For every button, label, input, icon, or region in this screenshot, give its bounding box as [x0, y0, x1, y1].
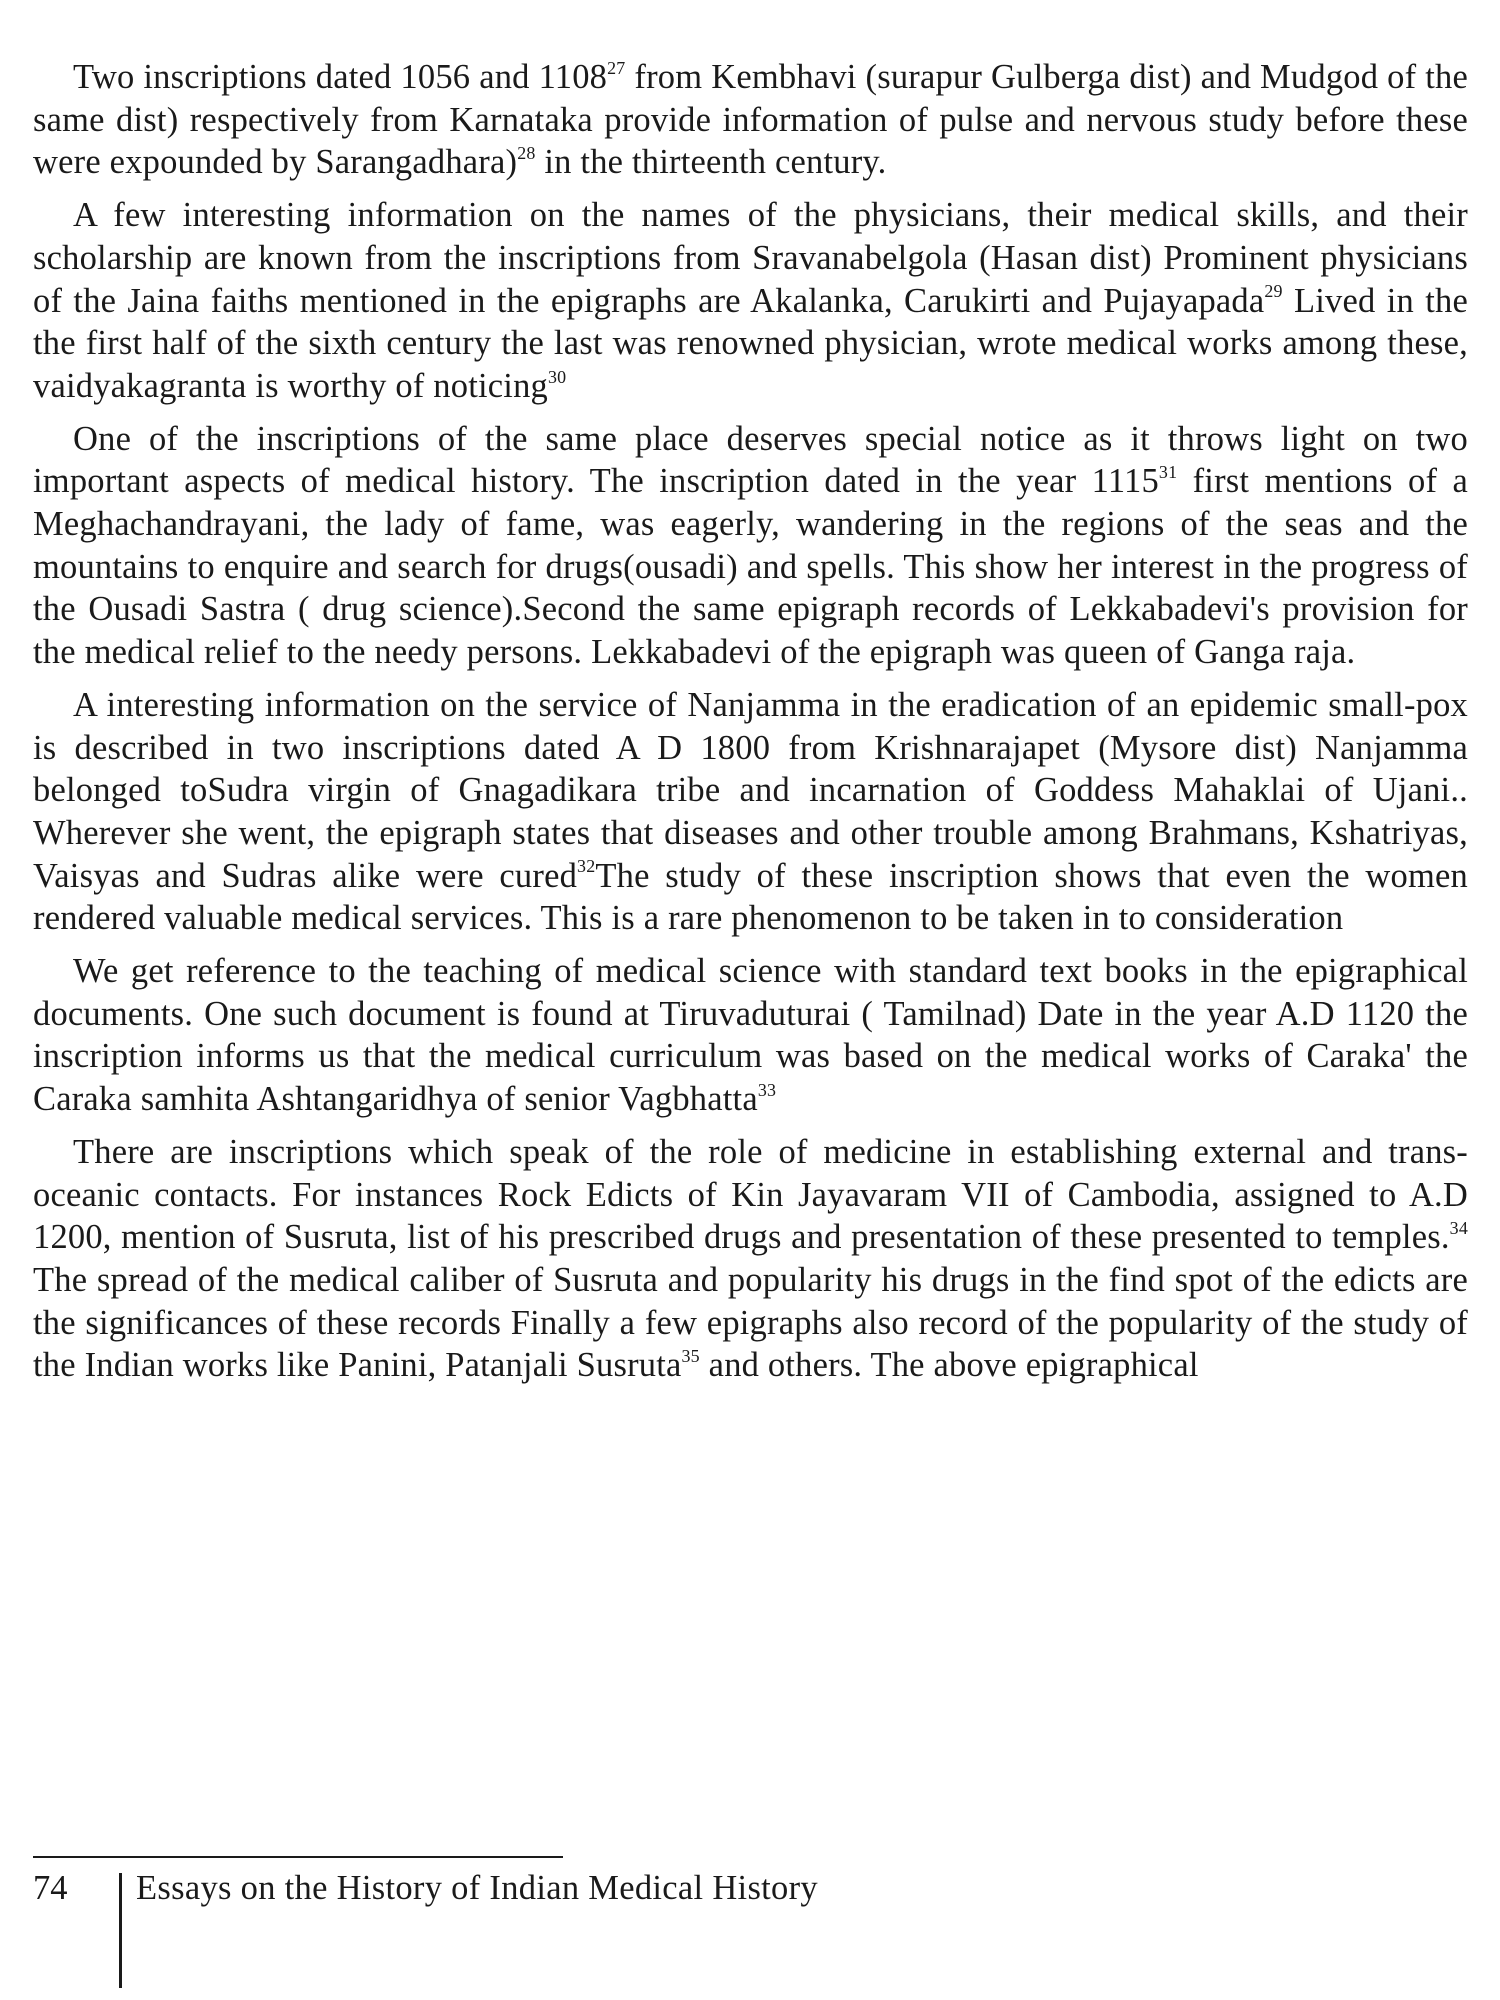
- paragraph-text: One of the inscriptions of the same place deserves special notice as it throws light on two important aspects of medical history. The inscription dated in the year 1115: [33, 419, 1468, 501]
- footnote-reference: 28: [517, 143, 536, 164]
- footnote-reference: 29: [1264, 281, 1283, 302]
- body-paragraph: [33, 1131, 1468, 1387]
- paragraph-text: Lived in the the first half of the sixth century the last was renowned physician, wrote medical works among these, vaidyakagranta is worthy of noticing: [33, 281, 1468, 405]
- paragraph-text: The study of these inscription shows that even the women rendered valuable medical services. This is a rare phenomenon to be taken in to consideration: [33, 856, 1468, 938]
- running-footer-title: Essays on the History of Indian Medical History: [136, 1869, 818, 1907]
- paragraph-text: We get reference to the teaching of medical science with standard text books in the epigraphical documents. One such document is found at Tiruvaduturai ( Tamilnad) Date in the year A.D 1120 the inscription informs us that the medical curriculum was based on the medical works of Caraka' the Caraka samhita Ashtangaridhya of senior Vagbhatta: [33, 952, 1468, 1119]
- footnote-reference: 31: [1158, 462, 1178, 483]
- paragraph-text: The spread of the medical caliber of Susruta and popularity his drugs in the find spot of the edicts are the significances of these records Finally a few epigraphs also record of the popularity of the study of the Indian works like Panini, Patanjali Susruta: [33, 1260, 1468, 1385]
- footnote-reference: 30: [547, 366, 567, 387]
- page-number: 74: [33, 1869, 68, 1907]
- footer-divider: [119, 1873, 122, 1988]
- body-paragraph: [33, 56, 1468, 184]
- body-paragraph: [33, 950, 1468, 1121]
- footnote-reference: 33: [757, 1079, 777, 1100]
- footnote-reference: 35: [681, 1346, 700, 1367]
- footer-rule: [33, 1856, 563, 1858]
- body-paragraph: [33, 684, 1468, 940]
- paragraph-text: There are inscriptions which speak of the role of medicine in establishing external and trans-oceanic contacts. For instances Rock Edicts of Kin Jayavaram VII of Cambodia, assigned to A.D 1200, mention of Susruta, list of his prescribed drugs and presentation of these presented to temples.: [33, 1132, 1468, 1257]
- paragraph-text: and others. The above epigraphical: [699, 1346, 1199, 1385]
- paragraph-text: from Kembhavi (surapur Gulberga dist) and Mudgod of the same dist) respectively from Karnataka provide information of pulse and nervous study before these were expounded by Sarangadhara): [33, 58, 1468, 182]
- body-paragraph: [33, 194, 1468, 408]
- paragraph-text: A interesting information on the service of Nanjamma in the eradication of an epidemic small-pox is described in two inscriptions dated A D 1800 from Krishnarajapet (Mysore dist) Nanjamma belonged toSudra virgin of Gnagadikara tribe and incarnation of Goddess Mahaklai of Ujani.. Wherever she went, the epigraph states that diseases and other trouble among Brahmans, Kshatriyas, Vaisyas and Sudras alike were cured: [33, 685, 1468, 895]
- footnote-reference: 27: [607, 57, 626, 78]
- footnote-reference: 32: [577, 856, 596, 877]
- body-paragraph: [33, 418, 1468, 674]
- paragraph-text: A few interesting information on the names of the physicians, their medical skills, and their scholarship are known from the inscriptions from Sravanabelgola (Hasan dist) Prominent physicians of the Jaina faiths mentioned in the epigraphs are Akalanka, Carukirti and Pujayapada: [33, 196, 1468, 320]
- paragraph-text: first mentions of a Meghachandrayani, the lady of fame, was eagerly, wandering in the regions of the seas and the mountains to enquire and search for drugs(ousadi) and spells. This show her interest in the progress of the Ousadi Sastra ( drug science).Second the same epigraph records of Lekkabadevi's provision for the medical relief to the needy persons. Lekkabadevi of the epigraph was queen of Ganga raja.: [33, 462, 1469, 672]
- paragraph-text: Two inscriptions dated 1056 and 1108: [73, 58, 608, 96]
- page-body: [33, 56, 1468, 1397]
- paragraph-text: in the thirteenth century.: [535, 143, 887, 182]
- footnote-reference: 34: [1449, 1218, 1468, 1238]
